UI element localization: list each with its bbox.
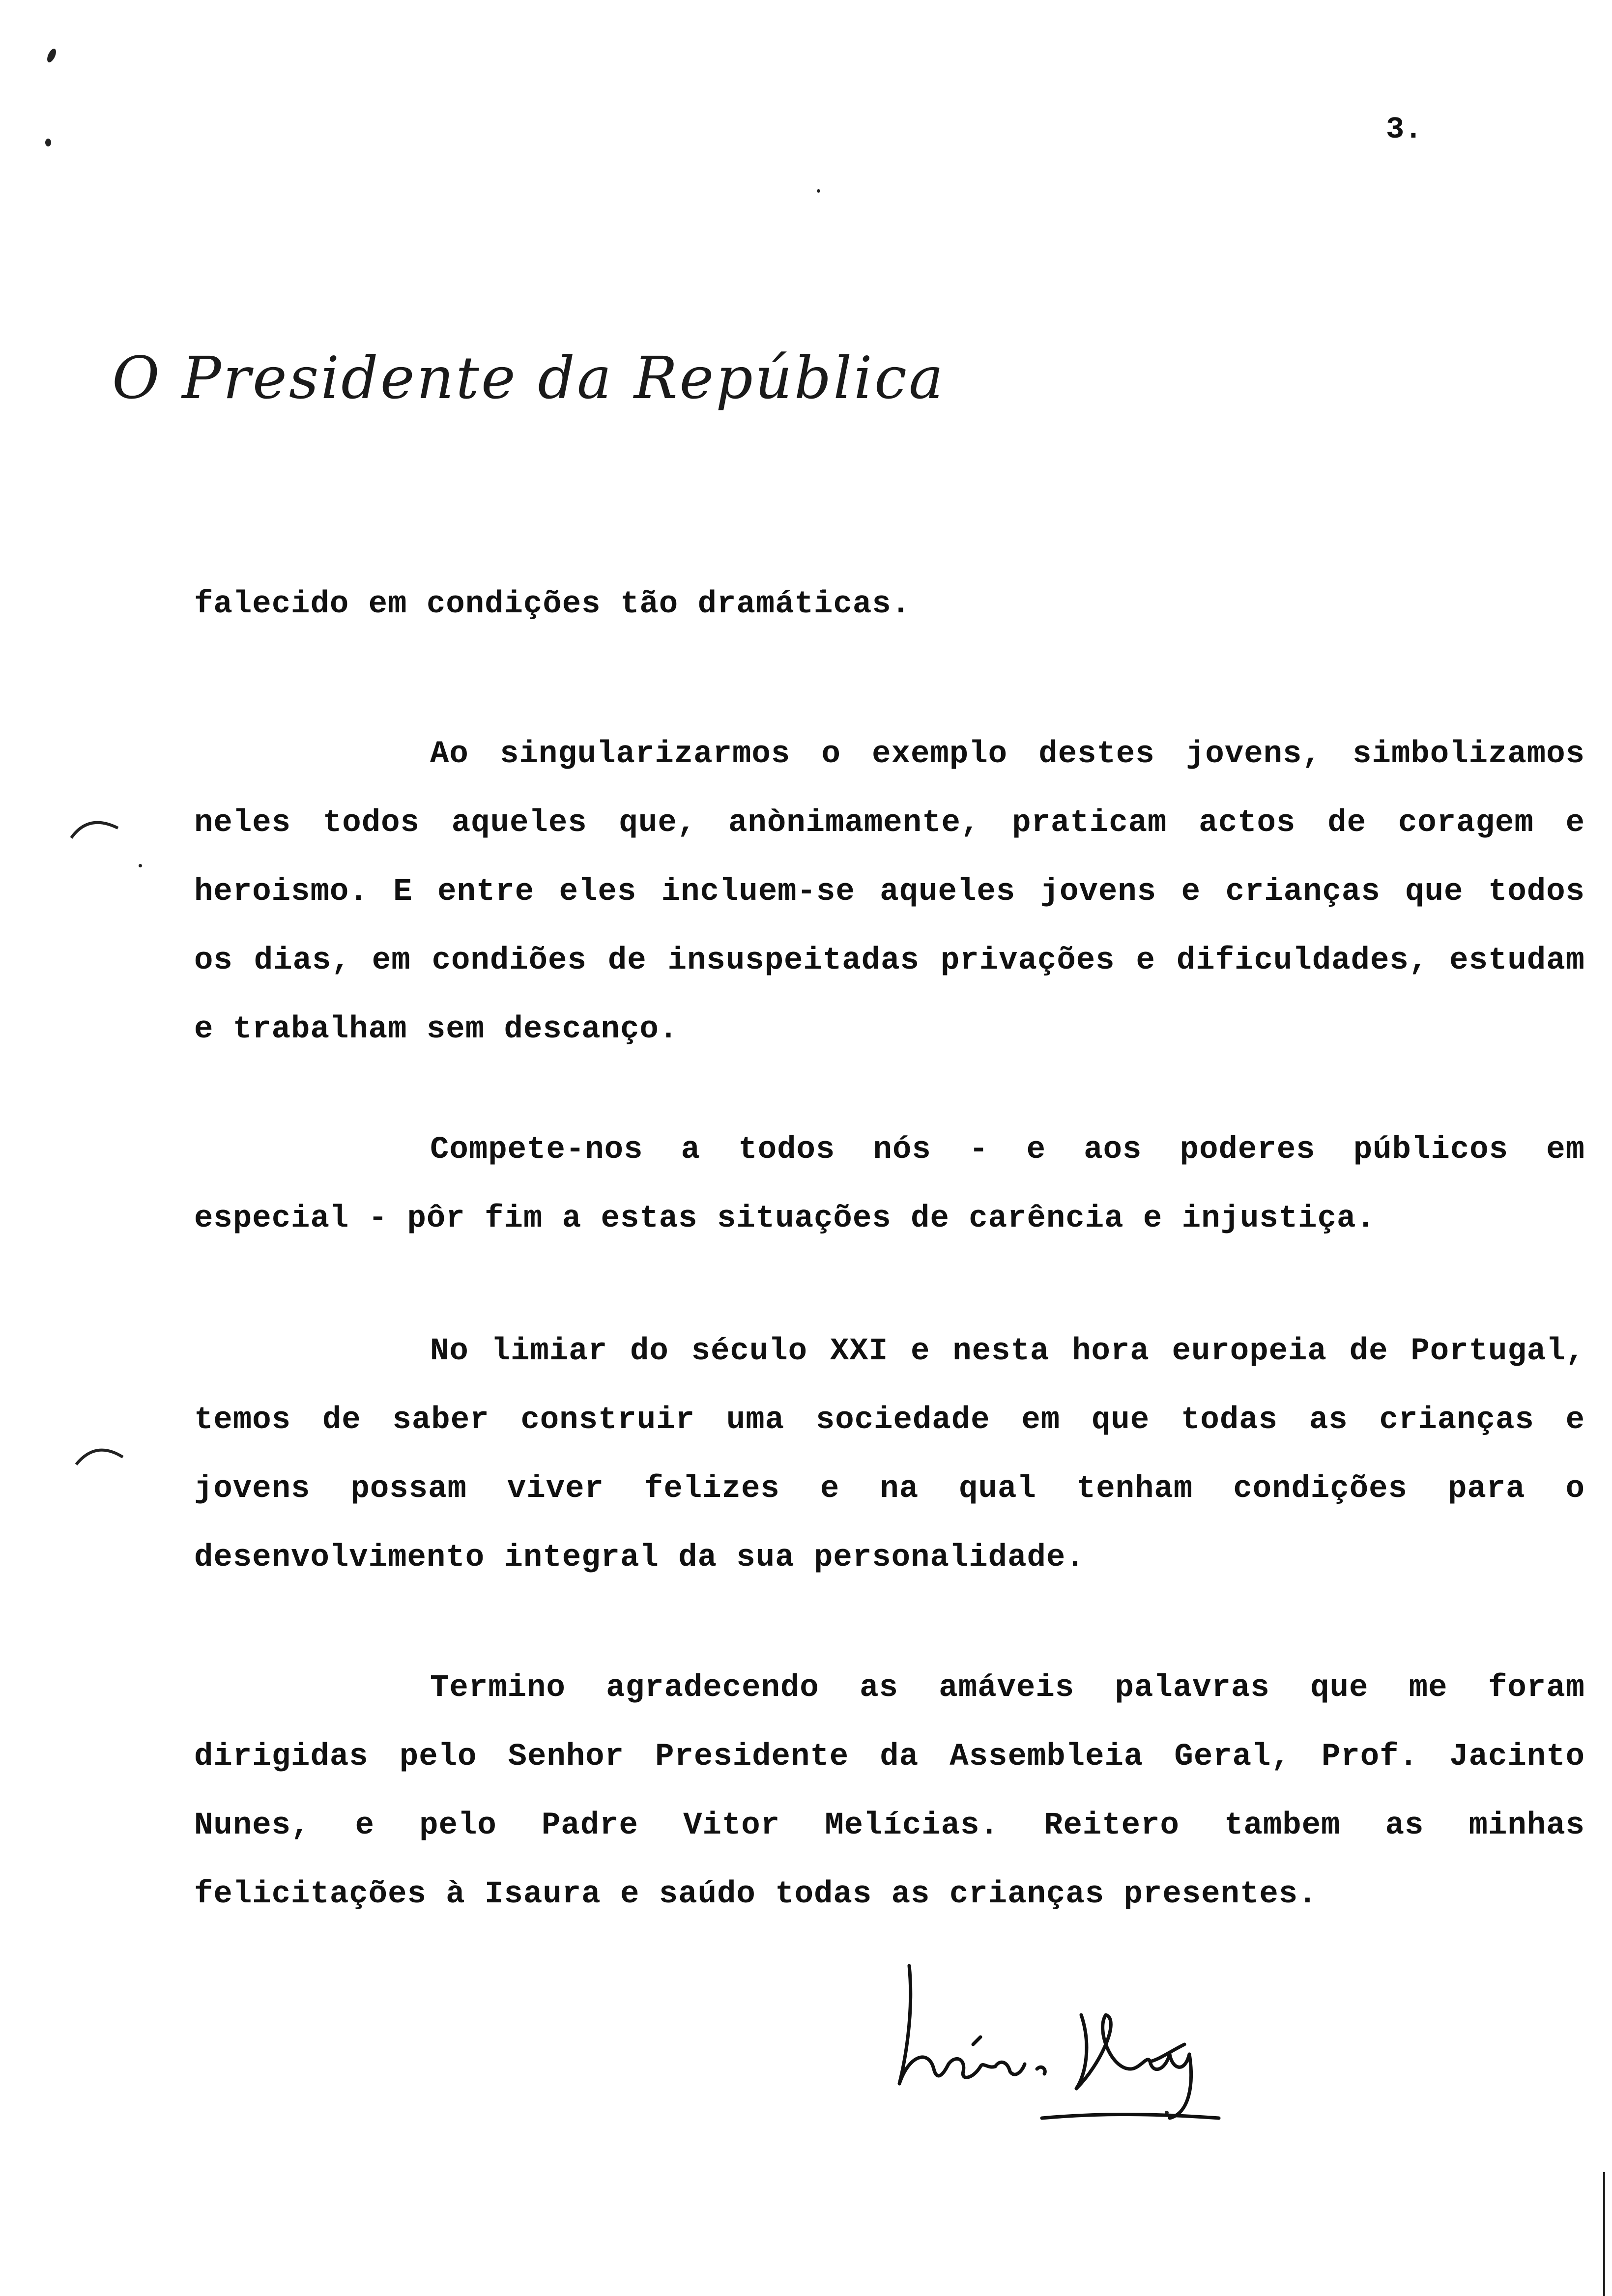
scan-edge bbox=[1603, 2172, 1605, 2296]
paragraph-text: Termino agradecendo as amáveis palavras que me foram dirigidas pelo Senhor Presidente da Assembleia Geral, Prof. Jacinto Nunes, e pelo Padre Vitor Melícias. Reitero tambem as minhas felicitações à Isaura e saúdo todas as crianças presentes. bbox=[194, 1670, 1585, 1912]
paragraph bbox=[194, 1116, 1585, 1253]
scan-mark bbox=[45, 47, 58, 63]
paragraph bbox=[194, 570, 1585, 639]
scan-mark bbox=[139, 864, 142, 867]
paragraph-text: falecido em condições tão dramáticas. bbox=[194, 587, 911, 622]
page-number: 3. bbox=[1386, 112, 1423, 147]
scan-arc bbox=[74, 1440, 128, 1469]
paragraph-text: Compete-nos a todos nós - e aos poderes públicos em especial - pôr fim a estas situações de carência e injustiça. bbox=[194, 1132, 1585, 1236]
paragraph-text: No limiar do século XXI e nesta hora europeia de Portugal, temos de saber construir uma sociedade em que todas as crianças e jovens possam viver felizes e na qual tenham condições para o desenvolvimento integral da sua personalidade. bbox=[194, 1334, 1585, 1576]
paragraph bbox=[194, 1654, 1585, 1929]
paragraph-text: Ao singularizarmos o exemplo destes jovens, simbolizamos neles todos aqueles que, anònimamente, praticam actos de coragem e heroismo. E entre eles incluem-se aqueles jovens e crianças que todos os dias, em condiões de insuspeitadas privações e dificuldades, estudam e trabalham sem descanço. bbox=[194, 737, 1585, 1047]
scan-mark bbox=[45, 139, 51, 146]
scan-arc bbox=[69, 813, 123, 843]
scan-mark bbox=[817, 189, 820, 193]
letterhead: O Presidente da República bbox=[112, 344, 946, 412]
handwritten-signature bbox=[875, 1956, 1238, 2162]
paragraph bbox=[194, 720, 1585, 1064]
paragraph bbox=[194, 1317, 1585, 1592]
